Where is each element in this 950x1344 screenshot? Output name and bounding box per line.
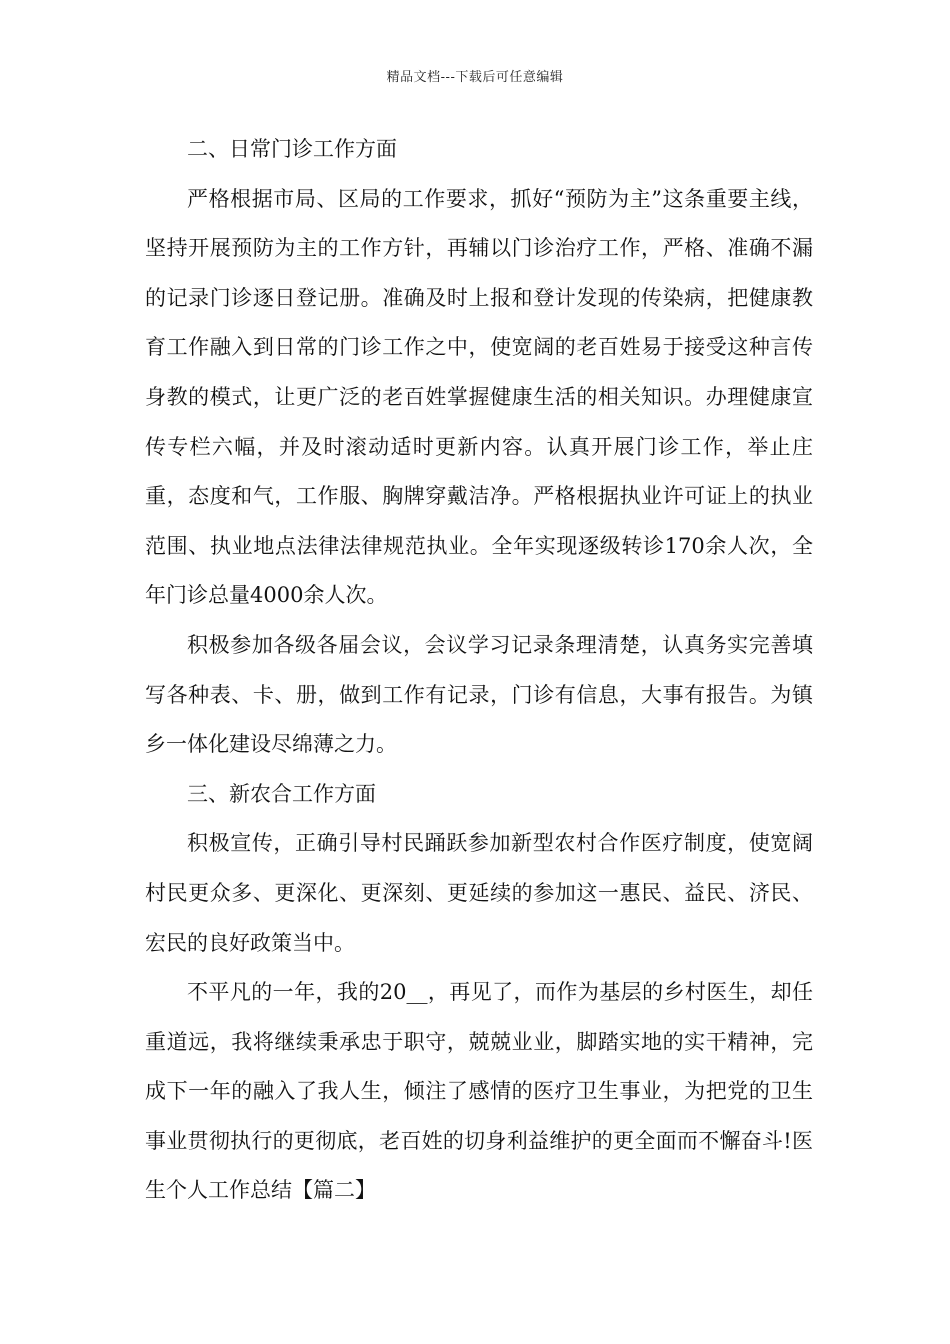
paragraph-closing: 不平凡的一年，我的20__，再见了，而作为基层的乡村医生，却任重道远，我将继续秉承忠于职守，兢兢业业，脚踏实地的实干精神，完成下一年的融入了我人生，倾注了感情的医疗卫生事业，为把党的卫生事业贯彻执行的更彻底，老百姓的切身利益维护的更全面而不懈奋斗!医生个人工作总结【篇二】 xyxy=(145,980,813,1203)
paragraph-clinic-work: 严格根据市局、区局的工作要求，抓好“预防为主”这条重要主线，坚持开展预防为主的工作方针，再辅以门诊治疗工作，严格、准确不漏的记录门诊逐日登记册。准确及时上报和登计发现的传染病，把健康教育工作融入到日常的门诊工作之中，使宽阔的老百姓易于接受这种言传身教的模式，让更广泛的老百姓掌握健康生活的相关知识。办理健康宣传专栏六幅，并及时滚动适时更新内容。认真开展门诊工作，举止庄重，态度和气，工作服、胸牌穿戴洁净。严格根据执业许可证上的执业范围、执业地点法律法律规范执业。全年实现逐级转诊170余人次，全年门诊总量4000余人次。 xyxy=(145,186,813,608)
section-heading-rural-cooperative: 三、新农合工作方面 xyxy=(187,781,376,806)
page-header: 精品文档---下载后可任意编辑 xyxy=(386,70,564,85)
paragraph-rural-cooperative: 积极宣传，正确引导村民踊跃参加新型农村合作医疗制度，使宽阔村民更众多、更深化、更深刻、更延续的参加这一惠民、益民、济民、宏民的良好政策当中。 xyxy=(145,831,813,955)
paragraph-meetings: 积极参加各级各届会议，会议学习记录条理清楚，认真务实完善填写各种表、卡、册，做到工作有记录，门诊有信息，大事有报告。为镇乡一体化建设尽绵薄之力。 xyxy=(145,632,813,757)
document-body xyxy=(145,125,813,1216)
section-heading-daily-clinic: 二、日常门诊工作方面 xyxy=(187,137,397,161)
